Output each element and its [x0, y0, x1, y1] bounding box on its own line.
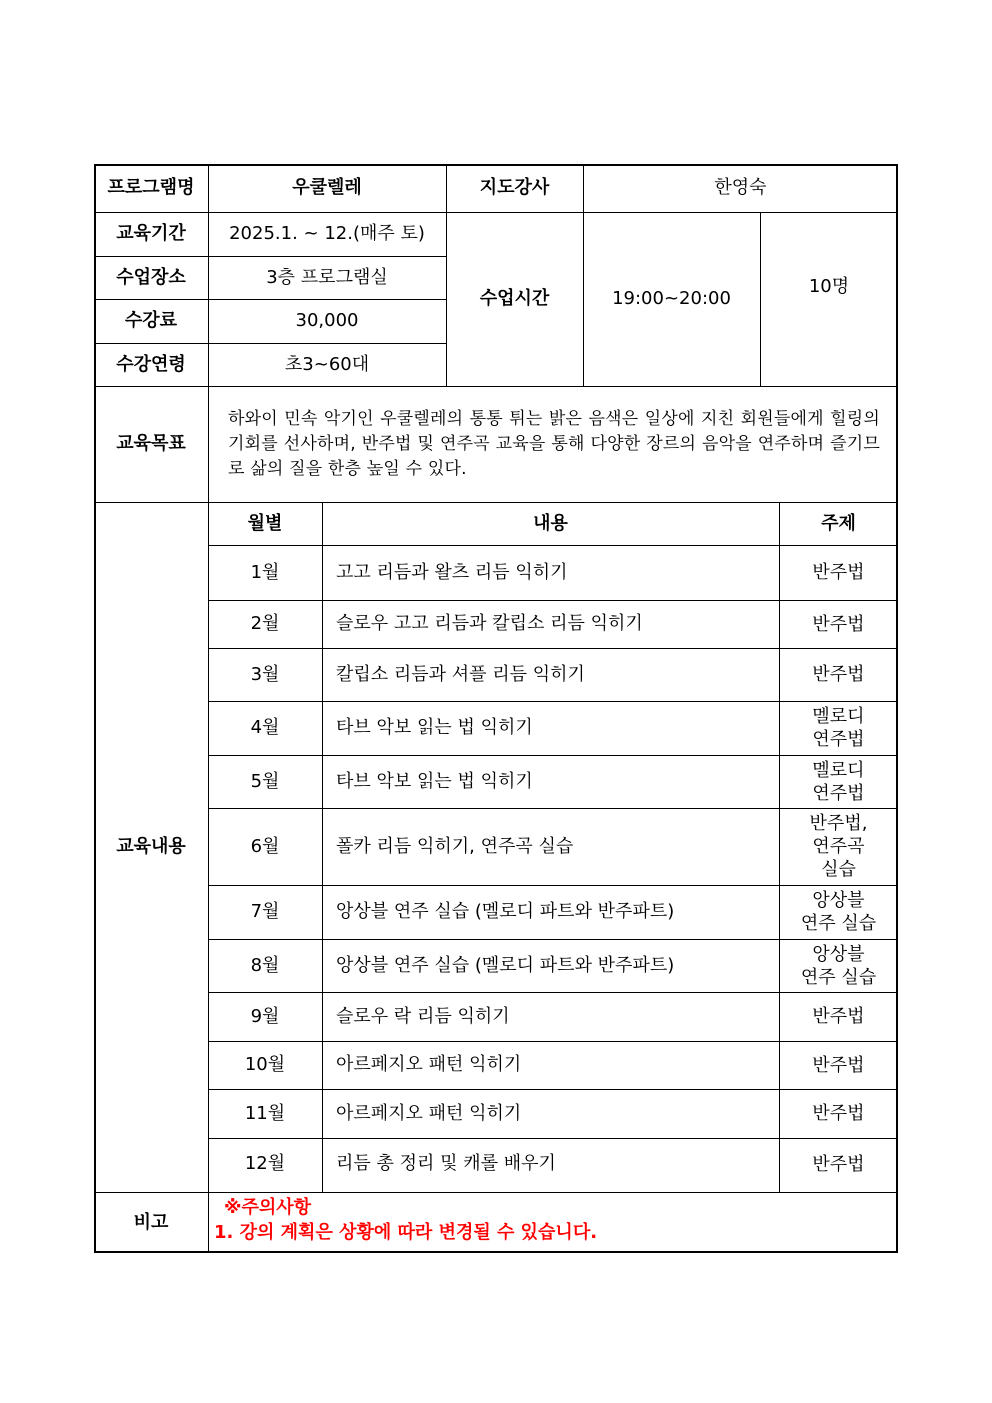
row-month: 8월 — [250, 954, 280, 976]
row-content: 타브 악보 읽는 법 익히기 — [336, 770, 533, 792]
age-value: 초3~60대 — [284, 353, 370, 375]
row-month: 3월 — [250, 663, 280, 685]
row-topic: 반주법 — [812, 1054, 865, 1076]
row-topic: 반주법, 연주곡 실습 — [809, 813, 868, 880]
row-month: 10월 — [244, 1054, 286, 1075]
instructor-label: 지도강사 — [479, 177, 550, 198]
row-topic: 반주법 — [812, 1006, 865, 1027]
header-content: 내용 — [533, 512, 568, 534]
row-content: 타브 악보 읽는 법 익히기 — [336, 717, 533, 738]
row-content: 슬로우 고고 리듬과 칼립소 리듬 익히기 — [336, 613, 643, 634]
row-content: 폴카 리듬 익히기, 연주곡 실습 — [336, 835, 574, 857]
header-topic: 주제 — [821, 512, 856, 534]
row-month: 7월 — [250, 901, 280, 922]
row-month: 4월 — [250, 717, 280, 738]
place-value: 3층 프로그램실 — [266, 266, 388, 288]
curriculum-label: 교육내용 — [116, 836, 186, 857]
row-topic: 멜로디 연주법 — [812, 759, 865, 804]
row-topic: 반주법 — [812, 613, 865, 635]
row-month: 2월 — [250, 613, 280, 634]
row-topic: 멜로디 연주법 — [812, 706, 865, 750]
goal-label: 교육목표 — [116, 433, 186, 454]
row-topic: 반주법 — [812, 1153, 865, 1175]
row-content: 앙상블 연주 실습 (멜로디 파트와 반주파트) — [336, 901, 675, 922]
row-month: 9월 — [250, 1005, 280, 1027]
header-month: 월별 — [247, 512, 283, 534]
row-topic: 반주법 — [812, 664, 865, 685]
row-topic: 앙상블 연주 실습 — [800, 943, 877, 988]
notes-label: 비고 — [133, 1211, 169, 1233]
row-month: 6월 — [250, 835, 280, 857]
row-month: 5월 — [250, 770, 280, 792]
time-label: 수업시간 — [479, 288, 550, 309]
row-topic: 반주법 — [812, 1103, 865, 1124]
goal-text: 하와이 민속 악기인 우쿨렐레의 통통 튀는 밝은 음색은 일상에 지친 회원들에게 힐링의 기회를 선사하며, 반주법 및 연주곡 교육을 통해 다양한 장르의 음악을 연주하며 즐기므로 삶의 질을 한층 높일 수 있다. — [228, 408, 880, 479]
age-label: 수강연령 — [116, 353, 186, 375]
row-topic: 앙상블 연주 실습 — [800, 890, 877, 934]
time-value: 19:00~20:00 — [612, 288, 731, 309]
notes-line: 1. 강의 계획은 상황에 따라 변경될 수 있습니다. — [214, 1222, 598, 1243]
period-value: 2025.1. ~ 12.(매주 토) — [229, 223, 425, 244]
row-content: 아르페지오 패턴 익히기 — [336, 1054, 522, 1075]
program-label: 프로그램명 — [107, 177, 195, 198]
row-topic: 반주법 — [812, 562, 865, 583]
row-month: 11월 — [244, 1102, 286, 1124]
row-content: 칼립소 리듬과 셔플 리듬 익히기 — [336, 663, 585, 685]
row-content: 아르페지오 패턴 익히기 — [336, 1102, 522, 1124]
row-content: 리듬 총 정리 및 캐롤 배우기 — [336, 1153, 556, 1174]
row-month: 1월 — [250, 561, 280, 583]
instructor-value: 한영숙 — [714, 177, 767, 198]
fee-value: 30,000 — [295, 310, 359, 331]
row-content: 앙상블 연주 실습 (멜로디 파트와 반주파트) — [336, 954, 675, 976]
place-label: 수업장소 — [116, 266, 186, 288]
notes-title: ※주의사항 — [224, 1197, 312, 1218]
capacity-value: 10명 — [808, 276, 850, 297]
row-content: 고고 리듬과 왈츠 리듬 익히기 — [336, 561, 568, 583]
period-label: 교육기간 — [116, 223, 186, 244]
fee-label: 수강료 — [124, 310, 178, 331]
row-content: 슬로우 락 리듬 익히기 — [336, 1005, 510, 1027]
course-plan-table — [94, 164, 898, 1253]
row-month: 12월 — [244, 1153, 286, 1174]
program-value: 우쿨렐레 — [292, 177, 362, 198]
